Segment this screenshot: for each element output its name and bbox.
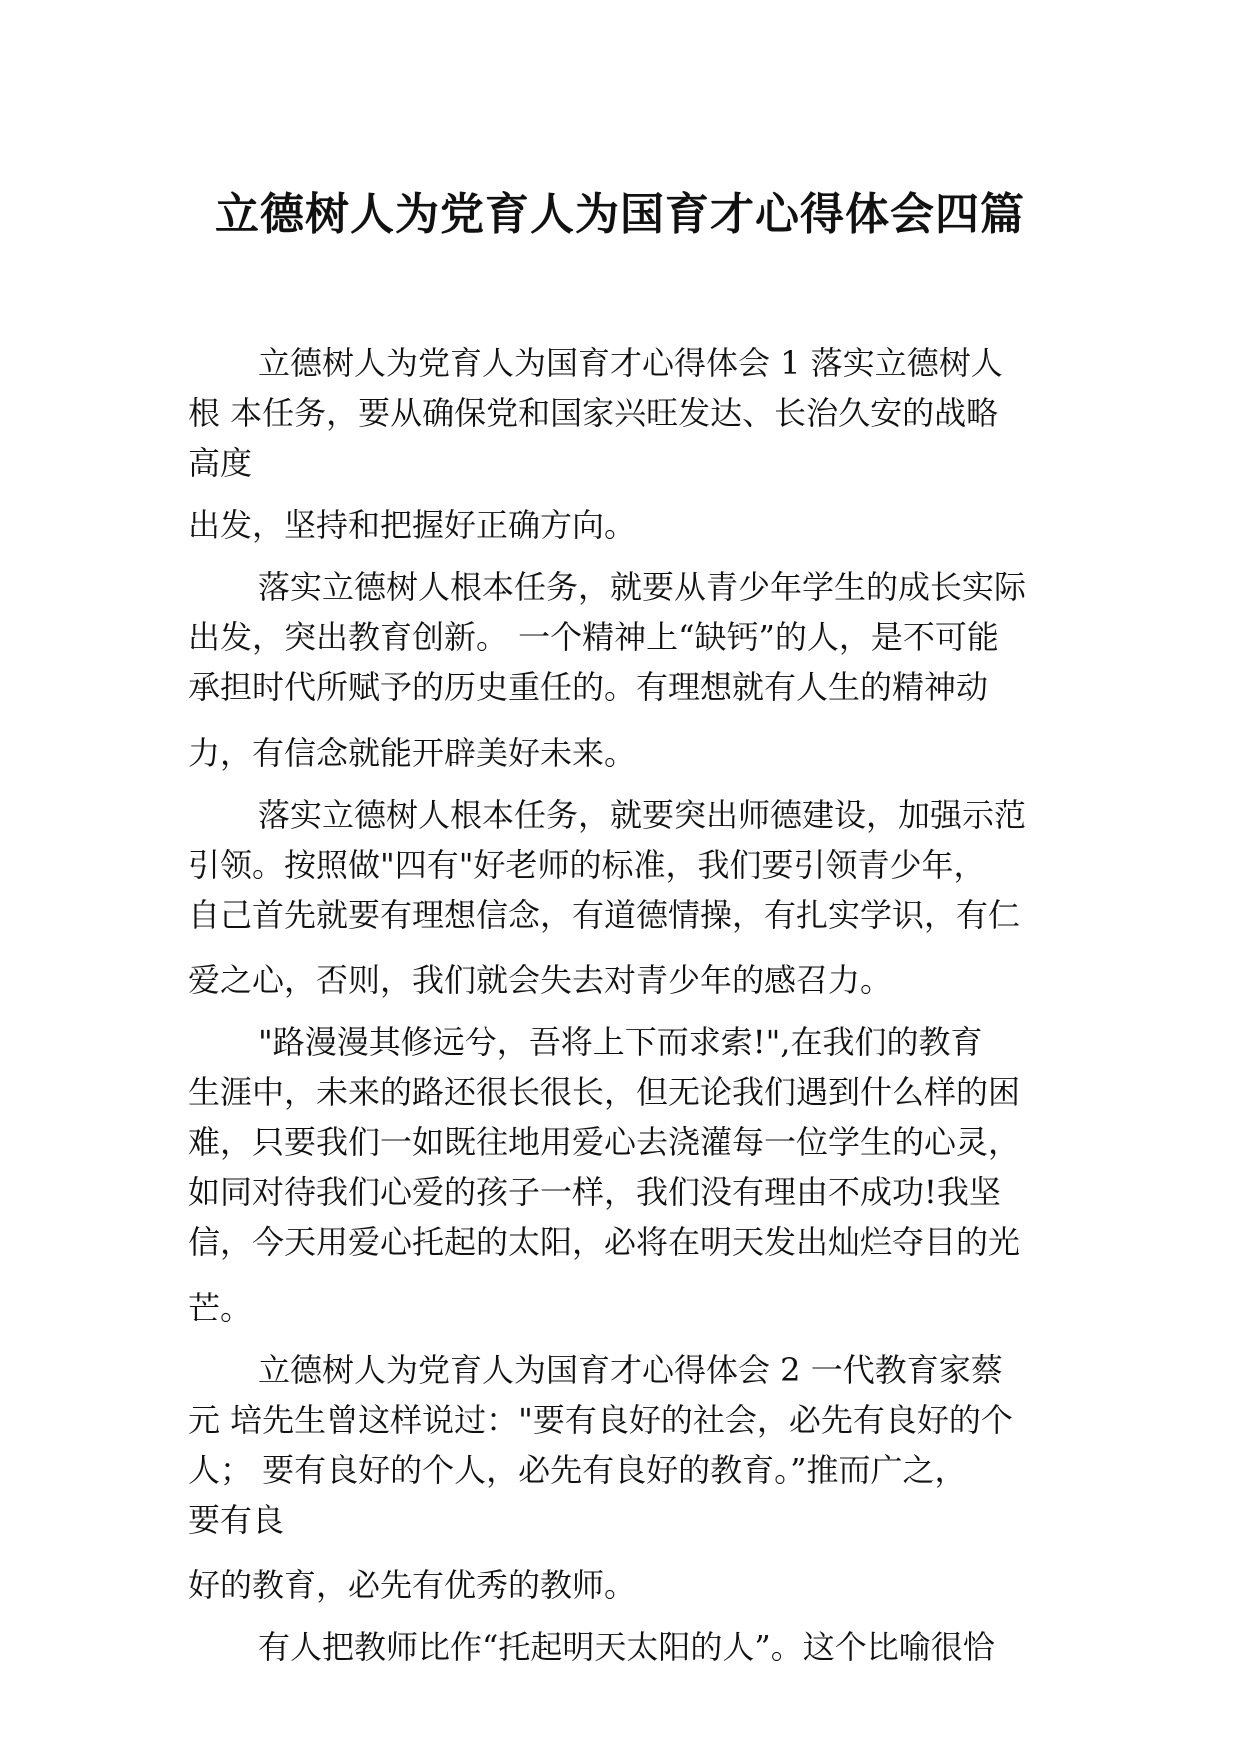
paragraph-line: 爱之心，否则，我们就会失去对青少年的感召力。: [188, 961, 893, 999]
paragraph-line: 落实立德树人根本任务，就要突出师德建设，加强示范: [258, 796, 1027, 834]
paragraph-line: 元 培先生曾这样说过："要有良好的社会，必先有良好的个: [188, 1401, 1013, 1439]
paragraph-line: 力，有信念就能开辟美好未来。: [188, 734, 637, 772]
paragraph-line: 根 本任务，要从确保党和国家兴旺发达、长治久安的战略: [188, 394, 999, 432]
paragraph-line: 有人把教师比作“托起明天太阳的人”。这个比喻很恰: [258, 1628, 995, 1666]
paragraph-7: [188, 1017, 1068, 1267]
paragraph-1: [188, 338, 1068, 488]
paragraph-line: 要有良: [188, 1501, 285, 1539]
paragraph-line: 好的教育，必先有优秀的教师。: [188, 1566, 637, 1604]
paragraph-line: 立德树人为党育人为国育才心得体会 1 落实立德树人: [258, 344, 1003, 382]
paragraph-5: [188, 790, 1068, 940]
paragraph-line: 难，只要我们一如既往地用爱心去浇灌每一位学生的心灵，: [188, 1123, 1021, 1161]
paragraph-line: 生涯中，未来的路还很长很长，但无论我们遇到什么样的困: [188, 1073, 1021, 1111]
paragraph-3: [188, 562, 1068, 712]
paragraph-line: 落实立德树人根本任务，就要从青少年学生的成长实际: [258, 568, 1027, 606]
paragraph-6: [188, 955, 1068, 1005]
paragraph-line: 高度: [188, 444, 253, 482]
paragraph-11: [188, 1622, 1068, 1672]
paragraph-line: 芒。: [188, 1289, 253, 1327]
paragraph-10: [188, 1560, 1068, 1610]
paragraph-line: 立德树人为党育人为国育才心得体会 2 一代教育家蔡: [258, 1351, 1003, 1389]
paragraph-line: 如同对待我们心爱的孩子一样，我们没有理由不成功!我坚: [188, 1173, 1001, 1211]
paragraph-4: [188, 728, 1068, 778]
paragraph-9: [188, 1345, 1068, 1545]
paragraph-line: 承担时代所赋予的历史重任的。有理想就有人生的精神动: [188, 668, 989, 706]
paragraph-2: [188, 500, 1068, 550]
paragraph-line: 信，今天用爱心托起的太阳，必将在明天发出灿烂夺目的光: [188, 1223, 1021, 1261]
document-title: 立德树人为党育人为国育才心得体会四篇: [215, 189, 1025, 241]
paragraph-8: [188, 1283, 1068, 1333]
paragraph-line: "路漫漫其修远兮，吾将上下而求索!",在我们的教育: [258, 1023, 983, 1061]
paragraph-line: 引领。按照做"四有"好老师的标准，我们要引领青少年，: [188, 846, 986, 884]
paragraph-line: 自己首先就要有理想信念，有道德情操，有扎实学识，有仁: [188, 896, 1021, 934]
paragraph-line: 出发，突出教育创新。 一个精神上“缺钙”的人，是不可能: [188, 618, 999, 656]
paragraph-line: 人； 要有良好的个人，必先有良好的教育。”推而广之，: [188, 1451, 967, 1489]
paragraph-line: 出发，坚持和把握好正确方向。: [188, 506, 637, 544]
